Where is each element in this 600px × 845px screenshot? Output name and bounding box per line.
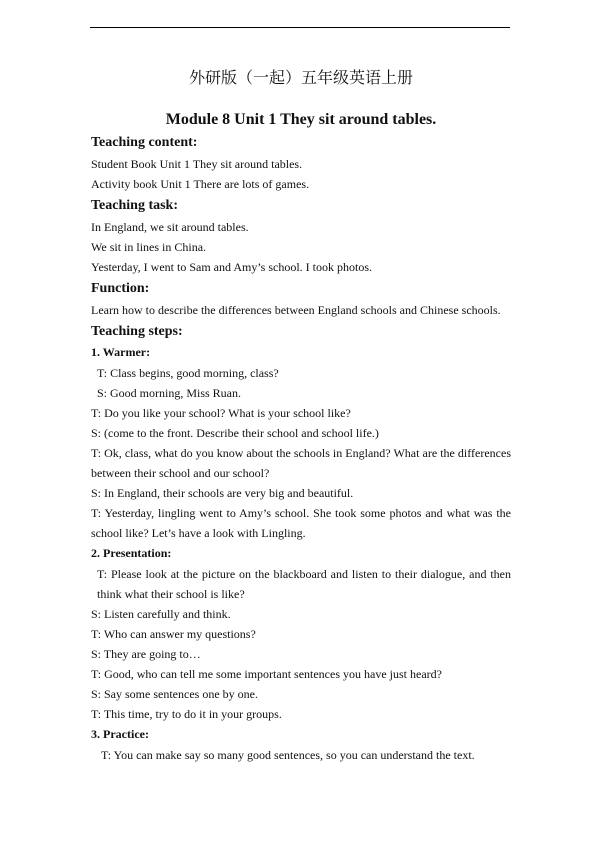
teaching-task-heading: Teaching task: [91, 198, 179, 213]
teaching-task-line: We sit in lines in China. [91, 240, 207, 254]
dialogue-line: S: They are going to… [91, 647, 201, 661]
teaching-content-line: Student Book Unit 1 They sit around tables. [91, 157, 303, 171]
dialogue-line: T: Do you like your school? What is your school like? [91, 406, 351, 420]
dialogue-line: T: Class begins, good morning, class? [97, 366, 279, 380]
dialogue-line: T: Yesterday, lingling went to Amy’s school. She took some photos and what was the school like? Let’s have a look with Lingling. [91, 506, 511, 540]
dialogue-line: T: Who can answer my questions? [91, 627, 256, 641]
dialogue-line: S: (come to the front. Describe their school and school life.) [91, 426, 379, 440]
dialogue-line: T: You can make say so many good sentences, so you can understand the text. [101, 748, 475, 762]
dialogue-line: S: Say some sentences one by one. [91, 687, 258, 701]
warmer-title: 1. Warmer: [91, 345, 151, 359]
dialogue-line: S: In England, their schools are very big and beautiful. [91, 486, 354, 500]
dialogue-line: T: Please look at the picture on the blackboard and listen to their dialogue, and then think what their school is like? [97, 567, 511, 601]
teaching-task-line: Yesterday, I went to Sam and Amy’s school. I took photos. [91, 260, 372, 274]
top-rule [90, 27, 510, 28]
teaching-task-line: In England, we sit around tables. [91, 220, 249, 234]
teaching-steps-heading: Teaching steps: [91, 324, 183, 339]
lesson-title: Module 8 Unit 1 They sit around tables. [165, 111, 437, 128]
dialogue-line: S: Listen carefully and think. [91, 607, 231, 621]
dialogue-line: T: Ok, class, what do you know about the schools in England? What are the differences between their school and our school? [91, 446, 511, 480]
practice-title: 3. Practice: [91, 727, 149, 741]
function-line: Learn how to describe the differences between England schools and Chinese schools. [91, 303, 501, 317]
dialogue-line: T: This time, try to do it in your groups. [91, 707, 282, 721]
teaching-content-line: Activity book Unit 1 There are lots of games. [91, 177, 310, 191]
function-heading: Function: [91, 281, 150, 296]
document-header: 外研版（一起）五年级英语上册 [188, 70, 413, 87]
teaching-content-heading: Teaching content: [91, 135, 198, 150]
document-page [91, 68, 511, 765]
presentation-title: 2. Presentation: [91, 546, 172, 560]
dialogue-line: S: Good morning, Miss Ruan. [97, 386, 242, 400]
dialogue-line: T: Good, who can tell me some important sentences you have just heard? [91, 667, 442, 681]
